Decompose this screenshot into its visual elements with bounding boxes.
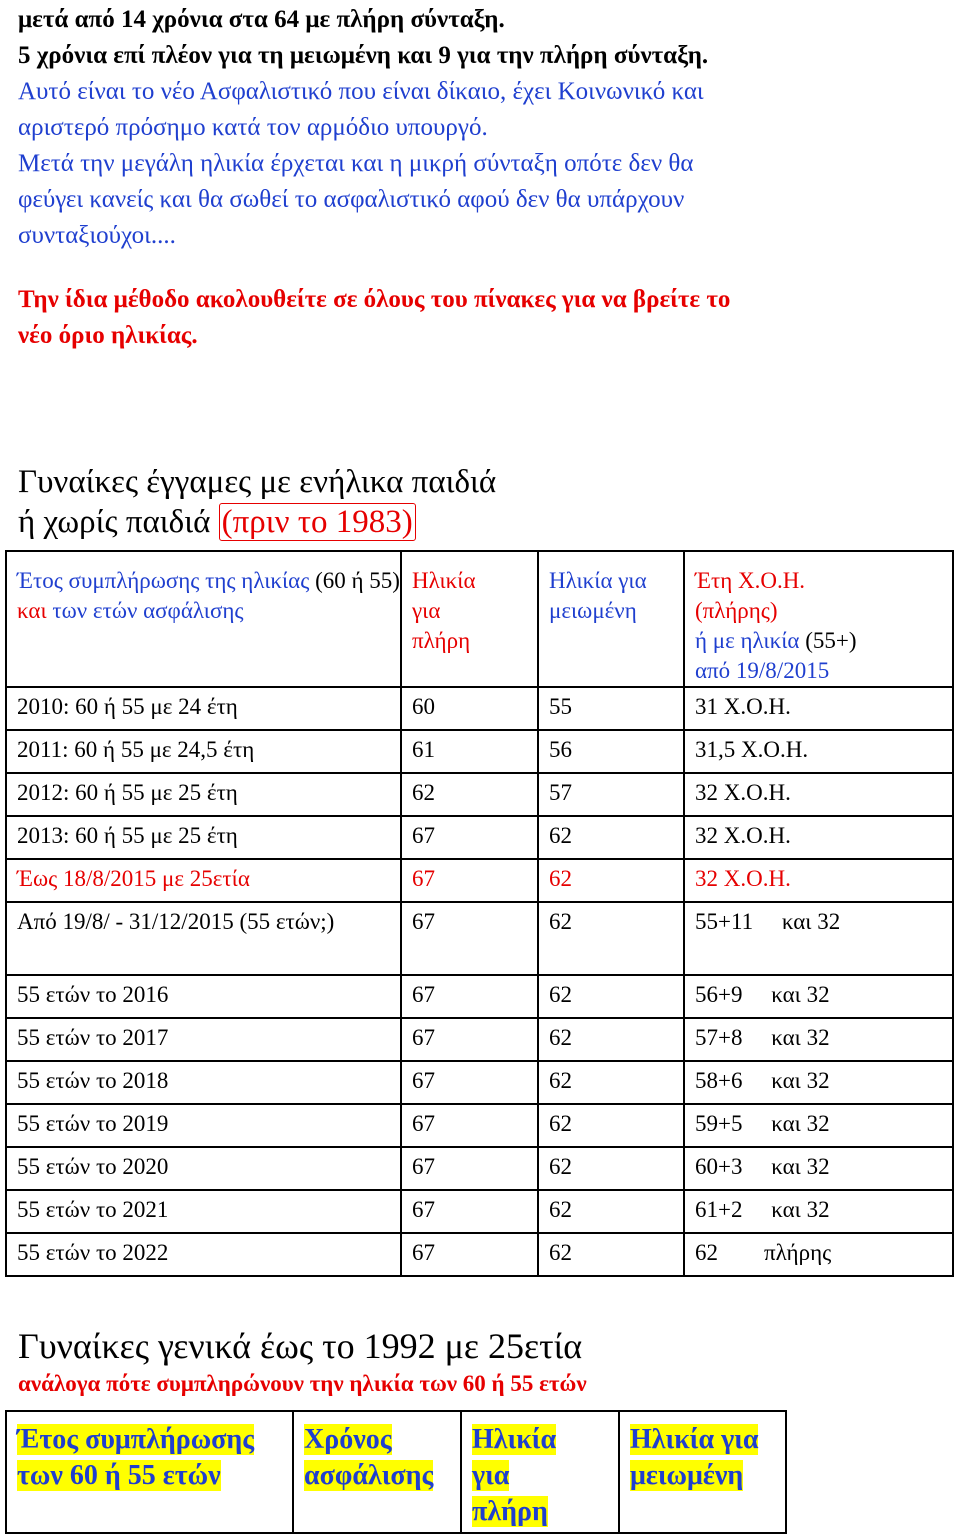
table-cell: 56	[538, 730, 684, 773]
section2-title: Γυναίκες γενικά έως το 1992 με 25ετία	[18, 1326, 583, 1366]
table-cell: 55 ετών το 2020	[6, 1147, 401, 1190]
retirement-table-1	[5, 550, 954, 1277]
intro-line-1: μετά από 14 χρόνια στα 64 με πλήρη σύνταξη.	[18, 6, 505, 33]
table-cell: 62	[538, 975, 684, 1018]
table-cell: 67	[401, 902, 538, 975]
intro-line-5: Μετά την μεγάλη ηλικία έρχεται και η μικρή σύνταξη οπότε δεν θα	[18, 150, 694, 177]
table1-header-col1	[6, 551, 401, 687]
section1-title-prefix: ή χωρίς παιδιά	[18, 504, 211, 540]
table-row	[6, 1190, 953, 1233]
section1-title-line1: Γυναίκες έγγαμες με ενήλικα παιδιά	[18, 464, 497, 500]
table-row	[6, 1104, 953, 1147]
table1-header-col3: Ηλικία για μειωμένη	[538, 551, 684, 687]
table-cell: 2012: 60 ή 55 με 25 έτη	[6, 773, 401, 816]
table-cell: 55 ετών το 2022	[6, 1233, 401, 1276]
table-cell: 62	[538, 1233, 684, 1276]
table-cell: 32 Χ.Ο.Η.	[684, 816, 953, 859]
header-col4-text-a: Έτη Χ.Ο.Η.	[695, 568, 806, 593]
method-note	[18, 282, 948, 354]
t2-col4-line-a: Ηλικία για	[630, 1424, 759, 1455]
table-cell: 62	[538, 859, 684, 902]
table-cell: 56+9 και 32	[684, 975, 953, 1018]
table-cell: 61+2 και 32	[684, 1190, 953, 1233]
table2-header-col1	[6, 1411, 293, 1533]
header-col1-text-b: (60 ή 55)	[315, 568, 400, 593]
intro-line-7: συνταξιούχοι....	[18, 222, 176, 249]
header-col4-text-b: (πλήρης)	[695, 598, 778, 623]
table-cell: 55 ετών το 2018	[6, 1061, 401, 1104]
table-cell: 31 Χ.Ο.Η.	[684, 687, 953, 730]
table-cell: 62	[538, 1104, 684, 1147]
table-cell: 62 πλήρης	[684, 1233, 953, 1276]
retirement-table-2	[5, 1410, 787, 1534]
table2-header-row	[6, 1411, 786, 1533]
table-cell: 67	[401, 975, 538, 1018]
table1-header-col2: Ηλικία για πλήρη	[401, 551, 538, 687]
table2-header-col3	[461, 1411, 619, 1533]
table-cell: 67	[401, 1190, 538, 1233]
table-row	[6, 1061, 953, 1104]
method-note-line-2: νέο όριο ηλικίας.	[18, 322, 198, 349]
table-cell: 31,5 Χ.Ο.Η.	[684, 730, 953, 773]
header-col4-text-c: ή με ηλικία	[695, 628, 800, 653]
t2-col1-line-a: Έτος συμπλήρωσης	[17, 1424, 255, 1455]
table-row	[6, 816, 953, 859]
header-col1-text-c: και	[17, 598, 47, 623]
table-cell: 58+6 και 32	[684, 1061, 953, 1104]
table-cell: 62	[401, 773, 538, 816]
table-cell: 67	[401, 859, 538, 902]
method-note-line-1: Την ίδια μέθοδο ακολουθείτε σε όλους του πίνακες για να βρείτε το	[18, 286, 731, 313]
intro-line-6: φεύγει κανείς και θα σωθεί το ασφαλιστικό αφού δεν θα υπάρχουν	[18, 186, 685, 213]
table-cell: 62	[538, 902, 684, 975]
t2-col4-line-b: μειωμένη	[630, 1460, 744, 1491]
table-cell: 55 ετών το 2021	[6, 1190, 401, 1233]
table-row	[6, 1233, 953, 1276]
table-cell: 55+11 και 32	[684, 902, 953, 975]
table-row	[6, 773, 953, 816]
table-cell: 67	[401, 1018, 538, 1061]
table-cell: 2010: 60 ή 55 με 24 έτη	[6, 687, 401, 730]
table-row	[6, 902, 953, 975]
table-cell: 62	[538, 1147, 684, 1190]
table2-header-col4	[619, 1411, 786, 1533]
section2-subtitle: ανάλογα πότε συμπληρώνουν την ηλικία των 60 ή 55 ετών	[18, 1371, 587, 1396]
table2-header-col2	[293, 1411, 461, 1533]
table1-header-row	[6, 551, 953, 687]
table-cell: 62	[538, 1061, 684, 1104]
table-cell: 61	[401, 730, 538, 773]
header-col4-text-d: (55+)	[805, 628, 857, 653]
table-row	[6, 975, 953, 1018]
header-col4-text-e: από 19/8/2015	[695, 658, 830, 683]
table-cell: 2011: 60 ή 55 με 24,5 έτη	[6, 730, 401, 773]
t2-col3-line-b: για	[472, 1460, 510, 1491]
table-cell: 57	[538, 773, 684, 816]
table-cell: 55 ετών το 2017	[6, 1018, 401, 1061]
table-cell: 67	[401, 1233, 538, 1276]
table-cell: 2013: 60 ή 55 με 25 έτη	[6, 816, 401, 859]
table-cell: 55 ετών το 2016	[6, 975, 401, 1018]
table-cell: 67	[401, 1061, 538, 1104]
t2-col3-line-c: πλήρη	[472, 1496, 548, 1527]
table-cell: 62	[538, 1018, 684, 1061]
table-cell: 62	[538, 816, 684, 859]
table1-header-col4	[684, 551, 953, 687]
table-cell: 67	[401, 816, 538, 859]
t2-col2-line-b: ασφάλισης	[304, 1460, 434, 1491]
table-cell: 67	[401, 1147, 538, 1190]
header-col1-text-a: Έτος συμπλήρωσης της ηλικίας	[17, 568, 310, 593]
table-cell: 62	[538, 1190, 684, 1233]
table-row	[6, 1018, 953, 1061]
section1-title-highlight: (πριν το 1983)	[219, 503, 416, 541]
table-cell: 32 Χ.Ο.Η.	[684, 859, 953, 902]
t2-col2-line-a: Χρόνος	[304, 1424, 392, 1455]
section1-title-line2	[18, 502, 416, 542]
table-cell: Έως 18/8/2015 με 25ετία	[6, 859, 401, 902]
table-row	[6, 730, 953, 773]
table-cell: Από 19/8/ - 31/12/2015 (55 ετών;)	[6, 902, 401, 975]
intro-line-4: αριστερό πρόσημο κατά τον αρμόδιο υπουργό.	[18, 114, 488, 141]
table-cell: 67	[401, 1104, 538, 1147]
table-cell: 59+5 και 32	[684, 1104, 953, 1147]
intro-line-3: Αυτό είναι το νέο Ασφαλιστικό που είναι δίκαιο, έχει Κοινωνικό και	[18, 78, 704, 105]
intro-paragraph	[18, 2, 948, 254]
table-cell: 57+8 και 32	[684, 1018, 953, 1061]
table-row-highlighted	[6, 859, 953, 902]
table-row	[6, 687, 953, 730]
table-cell: 32 Χ.Ο.Η.	[684, 773, 953, 816]
table-cell: 55	[538, 687, 684, 730]
t2-col3-line-a: Ηλικία	[472, 1424, 557, 1455]
table-row	[6, 1147, 953, 1190]
intro-line-2: 5 χρόνια επί πλέον για τη μειωμένη και 9 για την πλήρη σύνταξη.	[18, 42, 709, 69]
header-col1-text-d: των ετών ασφάλισης	[52, 598, 244, 623]
table-cell: 60	[401, 687, 538, 730]
t2-col1-line-b: των 60 ή 55 ετών	[17, 1460, 221, 1491]
table-cell: 60+3 και 32	[684, 1147, 953, 1190]
table-cell: 55 ετών το 2019	[6, 1104, 401, 1147]
